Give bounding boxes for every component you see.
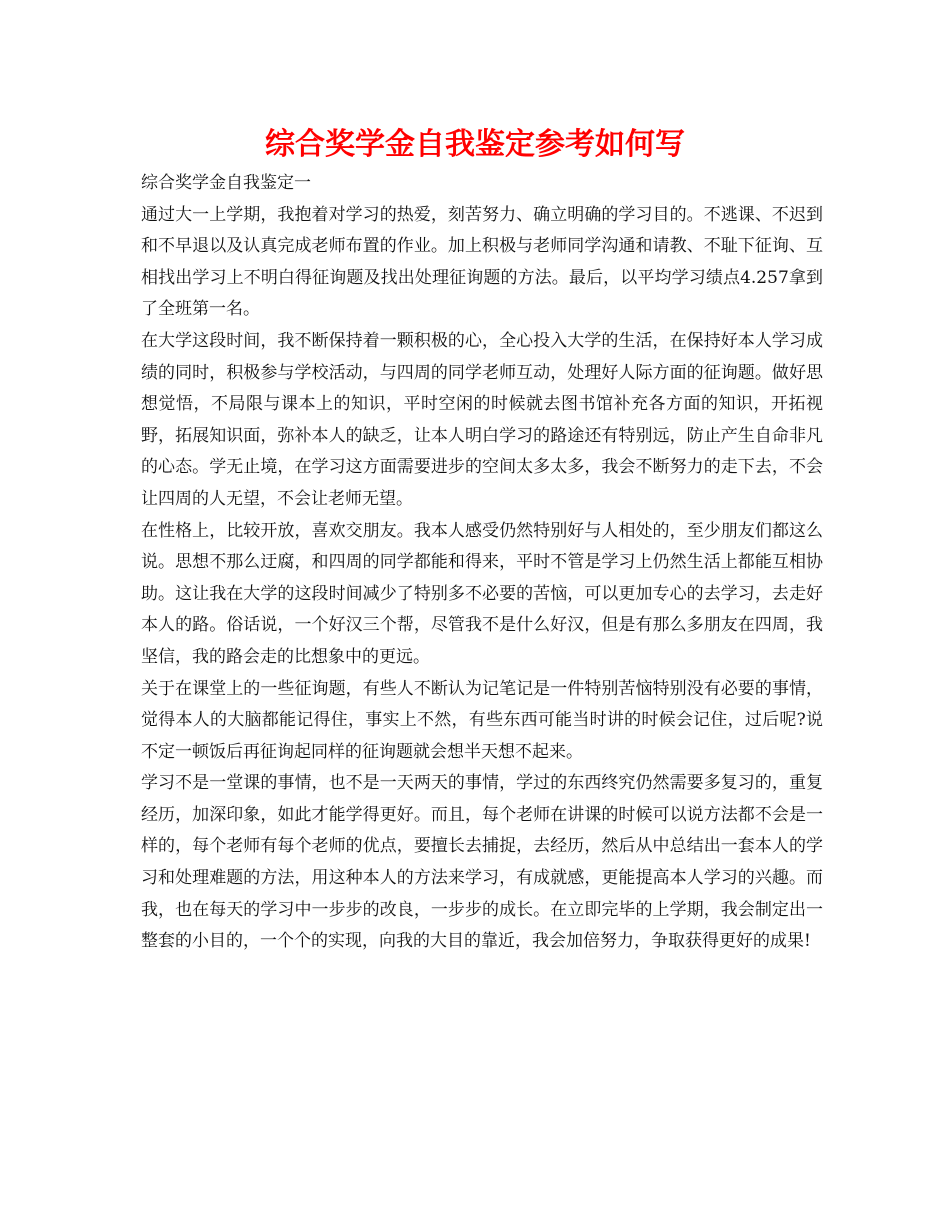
document-title: 综合奖学金自我鉴定参考如何写 (265, 127, 685, 162)
paragraph-3: 在性格上，比较开放，喜欢交朋友。我本人感受仍然特别好与人相处的，至少朋友们都这么说。思想不那么迂腐，和四周的同学都能和得来，平时不管是学习上仍然生活上都能互相协助。这让我在大学的这段时间减少了特别多不必要的苦恼，可以更加专心的去学习，去走好本人的路。俗话说，一个好汉三个帮，尽管我不是什么好汉，但是有那么多朋友在四周，我坚信，我的路会走的比想象中的更远。 (141, 520, 823, 667)
paragraph-1: 通过大一上学期，我抱着对学习的热爱，刻苦努力、确立明确的学习目的。不逃课、不迟到和不早退以及认真完成老师布置的作业。加上积极与老师同学沟通和请教、不耻下征询、互相找出学习上不明白得征询题及找出处理征询题的方法。最后，以平均学习绩点4.257拿到了全班第一名。 (141, 204, 823, 320)
paragraph-4: 关于在课堂上的一些征询题，有些人不断认为记笔记是一件特别苦恼特别没有必要的事情，觉得本人的大脑都能记得住，事实上不然，有些东西可能当时讲的时候会记住，过后呢?说不定一顿饭后再征询起同样的征询题就会想半天想不起来。 (141, 678, 823, 762)
document-body (141, 168, 823, 958)
paragraph-5: 学习不是一堂课的事情，也不是一天两天的事情，学过的东西终究仍然需要多复习的，重复经历，加深印象，如此才能学得更好。而且，每个老师在讲课的时候可以说方法都不会是一样的，每个老师有每个老师的优点，要擅长去捕捉，去经历，然后从中总结出一套本人的学习和处理难题的方法，用这种本人的方法来学习，有成就感，更能提高本人学习的兴趣。而我，也在每天的学习中一步步的改良，一步步的成长。在立即完毕的上学期，我会制定出一整套的小目的，一个个的实现，向我的大目的靠近，我会加倍努力，争取获得更好的成果! (141, 773, 823, 952)
paragraph-2: 在大学这段时间，我不断保持着一颗积极的心，全心投入大学的生活，在保持好本人学习成绩的同时，积极参与学校活动，与四周的同学老师互动，处理好人际方面的征询题。做好思想觉悟，不局限与课本上的知识，平时空闲的时候就去图书馆补充各方面的知识，开拓视野，拓展知识面，弥补本人的缺乏，让本人明白学习的路途还有特别远，防止产生自命非凡的心态。学无止境，在学习这方面需要进步的空间太多太多，我会不断努力的走下去，不会让四周的人无望，不会让老师无望。 (141, 330, 823, 509)
section-heading: 综合奖学金自我鉴定一 (141, 173, 311, 193)
